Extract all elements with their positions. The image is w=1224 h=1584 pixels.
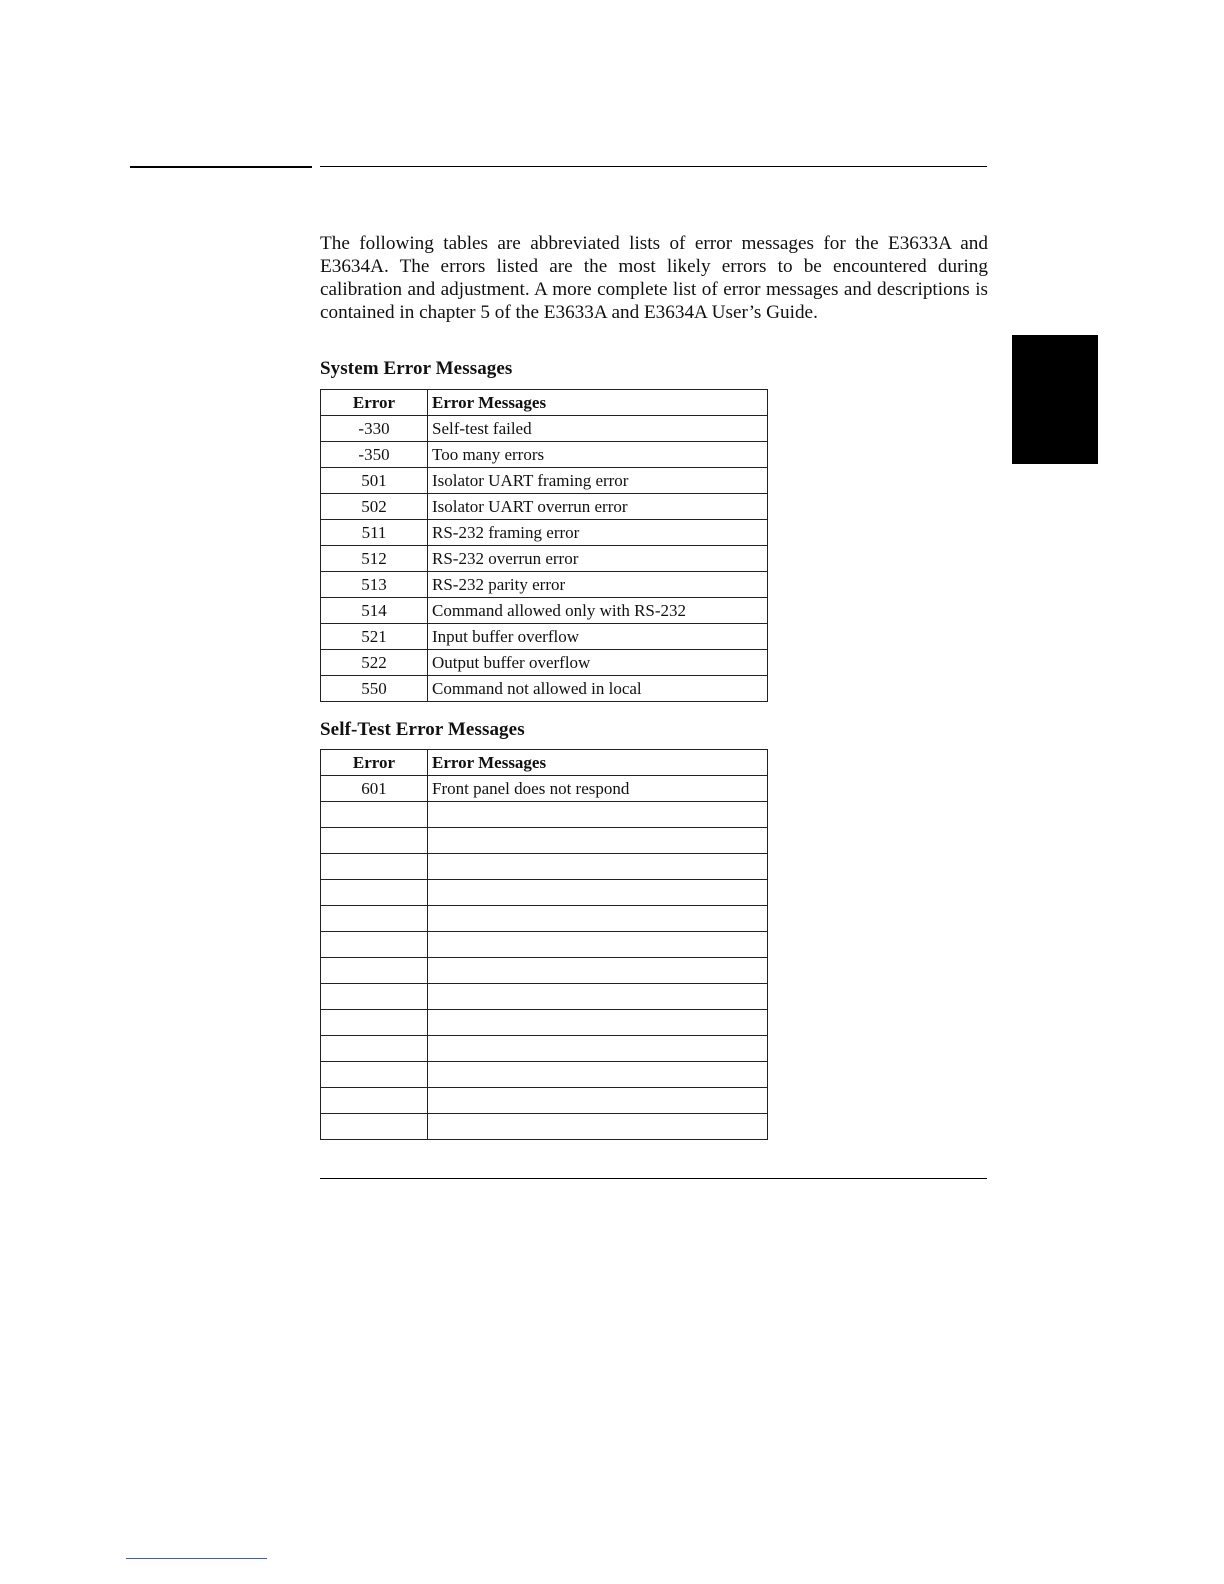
error-message-cell bbox=[428, 1036, 768, 1062]
table-row bbox=[321, 1036, 768, 1062]
error-message-cell bbox=[428, 1010, 768, 1036]
error-code-cell bbox=[321, 958, 428, 984]
error-code-cell bbox=[321, 984, 428, 1010]
error-message-cell: RS-232 framing error bbox=[428, 520, 768, 546]
table-row bbox=[321, 906, 768, 932]
error-code-cell: 511 bbox=[321, 520, 428, 546]
table-row bbox=[321, 650, 768, 676]
table-row bbox=[321, 984, 768, 1010]
error-code-cell bbox=[321, 1088, 428, 1114]
table-row bbox=[321, 828, 768, 854]
table-row bbox=[321, 676, 768, 702]
selftest-errors-table bbox=[320, 749, 768, 1140]
error-code-cell bbox=[321, 880, 428, 906]
table-row bbox=[321, 880, 768, 906]
table-row bbox=[321, 854, 768, 880]
error-message-cell: Isolator UART framing error bbox=[428, 468, 768, 494]
table-row bbox=[321, 494, 768, 520]
column-header-message: Error Messages bbox=[428, 390, 768, 416]
table-row bbox=[321, 546, 768, 572]
error-code-cell: 521 bbox=[321, 624, 428, 650]
table-row bbox=[321, 802, 768, 828]
table-header-row bbox=[321, 750, 768, 776]
error-message-cell: Command allowed only with RS-232 bbox=[428, 598, 768, 624]
error-code-cell bbox=[321, 1010, 428, 1036]
error-code-cell: 522 bbox=[321, 650, 428, 676]
table-row bbox=[321, 932, 768, 958]
system-errors-body bbox=[321, 416, 768, 702]
error-message-cell bbox=[428, 906, 768, 932]
system-errors-table bbox=[320, 389, 768, 702]
error-message-cell: Isolator UART overrun error bbox=[428, 494, 768, 520]
table-row bbox=[321, 776, 768, 802]
error-message-cell: Command not allowed in local bbox=[428, 676, 768, 702]
error-code-cell: 502 bbox=[321, 494, 428, 520]
error-message-cell: Too many errors bbox=[428, 442, 768, 468]
selftest-errors-body bbox=[321, 776, 768, 1140]
system-errors-heading: System Error Messages bbox=[320, 358, 513, 379]
table-header-row bbox=[321, 390, 768, 416]
error-message-cell bbox=[428, 802, 768, 828]
table-row bbox=[321, 572, 768, 598]
selftest-errors-heading: Self-Test Error Messages bbox=[320, 719, 525, 740]
error-code-cell bbox=[321, 932, 428, 958]
table-row bbox=[321, 1114, 768, 1140]
error-code-cell: 513 bbox=[321, 572, 428, 598]
error-message-cell bbox=[428, 828, 768, 854]
error-message-cell bbox=[428, 958, 768, 984]
error-message-cell bbox=[428, 1062, 768, 1088]
error-message-cell: Front panel does not respond bbox=[428, 776, 768, 802]
error-code-cell: 601 bbox=[321, 776, 428, 802]
error-code-cell: -350 bbox=[321, 442, 428, 468]
error-message-cell: Input buffer overflow bbox=[428, 624, 768, 650]
error-code-cell bbox=[321, 1036, 428, 1062]
column-header-message: Error Messages bbox=[428, 750, 768, 776]
table-row bbox=[321, 598, 768, 624]
error-code-cell bbox=[321, 1062, 428, 1088]
error-code-cell: 501 bbox=[321, 468, 428, 494]
table-row bbox=[321, 958, 768, 984]
column-header-error: Error bbox=[321, 750, 428, 776]
top-right-rule bbox=[320, 166, 987, 167]
intro-paragraph: The following tables are abbreviated lists of error messages for the E3633A and E3634A. The errors listed are the most likely errors to be encountered during calibration and adjustment. A more complete list of error messages and descriptions is contained in chapter 5 of the E3633A and E3634A User’s Guide. bbox=[320, 233, 988, 323]
table-row bbox=[321, 1088, 768, 1114]
error-message-cell: Self-test failed bbox=[428, 416, 768, 442]
table-row bbox=[321, 468, 768, 494]
error-message-cell: RS-232 parity error bbox=[428, 572, 768, 598]
table-row bbox=[321, 1062, 768, 1088]
error-code-cell bbox=[321, 906, 428, 932]
error-code-cell bbox=[321, 828, 428, 854]
error-code-cell: 514 bbox=[321, 598, 428, 624]
error-message-cell bbox=[428, 880, 768, 906]
error-message-cell bbox=[428, 1114, 768, 1140]
error-code-cell: -330 bbox=[321, 416, 428, 442]
error-code-cell bbox=[321, 1114, 428, 1140]
error-message-cell bbox=[428, 984, 768, 1010]
table-row bbox=[321, 520, 768, 546]
error-message-cell bbox=[428, 932, 768, 958]
error-message-cell: RS-232 overrun error bbox=[428, 546, 768, 572]
error-code-cell bbox=[321, 854, 428, 880]
error-message-cell bbox=[428, 1088, 768, 1114]
table-row bbox=[321, 416, 768, 442]
footer-link-rule bbox=[126, 1558, 267, 1559]
error-message-cell bbox=[428, 854, 768, 880]
error-message-cell: Output buffer overflow bbox=[428, 650, 768, 676]
bottom-rule bbox=[320, 1178, 987, 1179]
error-code-cell: 550 bbox=[321, 676, 428, 702]
table-row bbox=[321, 1010, 768, 1036]
column-header-error: Error bbox=[321, 390, 428, 416]
table-row bbox=[321, 442, 768, 468]
top-left-rule bbox=[130, 166, 312, 168]
error-code-cell: 512 bbox=[321, 546, 428, 572]
error-code-cell bbox=[321, 802, 428, 828]
table-row bbox=[321, 624, 768, 650]
chapter-thumb-tab bbox=[1012, 335, 1098, 464]
